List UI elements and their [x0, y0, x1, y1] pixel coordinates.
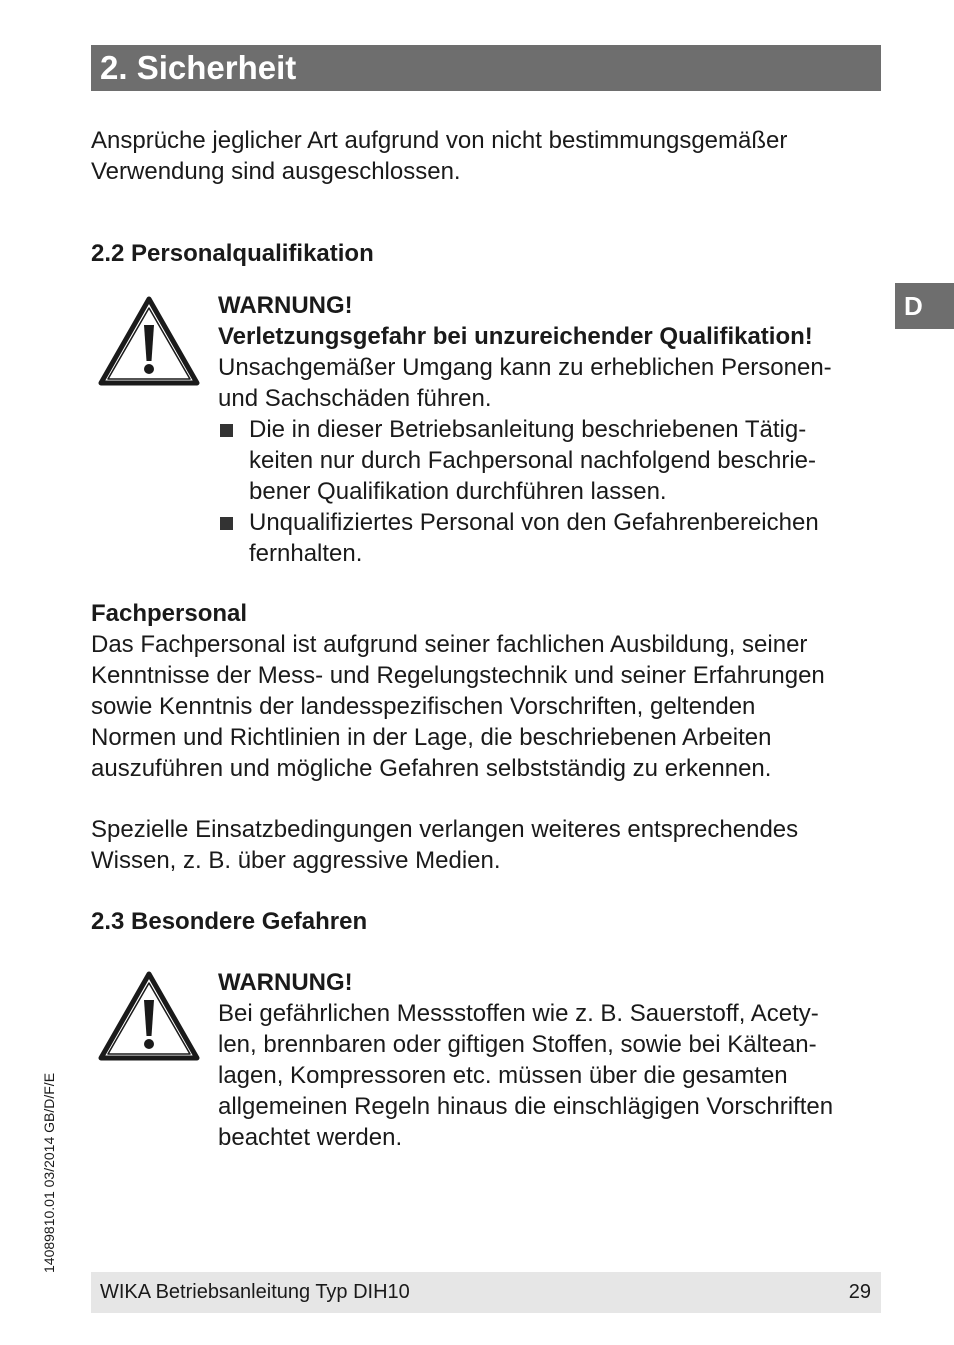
- warning-body-line: len, brennbaren oder giftigen Stoffen, sowie bei Kältean-: [218, 1031, 817, 1058]
- footer-title: WIKA Betriebsanleitung Typ DIH10: [100, 1281, 410, 1303]
- fachpersonal-line: Kenntnisse der Mess- und Regelungstechnik und seiner Erfahrungen: [91, 662, 825, 689]
- warning-block-hazards: [218, 967, 833, 1153]
- warning-body-line: Bei gefährlichen Messstoffen wie z. B. Sauerstoff, Acety-: [218, 1000, 819, 1027]
- page-number: 29: [848, 1281, 871, 1303]
- warning-title: WARNUNG!: [218, 292, 353, 319]
- intro-line: Ansprüche jeglicher Art aufgrund von nicht bestimmungsgemäßer: [91, 127, 788, 154]
- bullet-item: [218, 414, 832, 507]
- bullet-line: bener Qualifikation durchführen lassen.: [249, 478, 667, 505]
- fachpersonal-heading: Fachpersonal: [91, 600, 248, 627]
- bullet-item: [218, 507, 832, 569]
- warning-body-line: und Sachschäden führen.: [218, 385, 492, 412]
- section-heading-2-2: 2.2 Personalqualifikation: [91, 240, 374, 267]
- bullet-line: keiten nur durch Fachpersonal nachfolgend beschrie-: [249, 447, 817, 474]
- bullet-square-icon: [220, 517, 233, 530]
- intro-paragraph: [91, 125, 787, 187]
- bullet-text: Unqualifiziertes Personal von den Gefahrenbereichen: [249, 509, 819, 536]
- bullet-line: fernhalten.: [249, 540, 363, 567]
- page-footer: [91, 1272, 881, 1313]
- special-line: Spezielle Einsatzbedingungen verlangen weiteres entsprechendes: [91, 816, 799, 843]
- bullet-square-icon: [220, 424, 233, 437]
- section-heading-2-3: 2.3 Besondere Gefahren: [91, 908, 368, 935]
- warning-block-personal: [218, 290, 832, 569]
- fachpersonal-line: sowie Kenntnis der landesspezifischen Vorschriften, geltenden: [91, 693, 756, 720]
- bullet-text: Die in dieser Betriebsanleitung beschriebenen Tätig-: [249, 416, 807, 443]
- fachpersonal-section: [91, 598, 825, 784]
- document-code: 14089810.01 03/2014 GB/D/F/E: [41, 1072, 57, 1273]
- warning-subtitle: Verletzungsgefahr bei unzureichender Qualifikation!: [218, 323, 813, 350]
- warning-body-line: lagen, Kompressoren etc. müssen über die gesamten: [218, 1062, 788, 1089]
- warning-title: WARNUNG!: [218, 969, 353, 996]
- warning-triangle-icon: [97, 970, 201, 1062]
- special-conditions-paragraph: [91, 814, 798, 876]
- warning-triangle-icon: [97, 295, 201, 387]
- warning-body-line: beachtet werden.: [218, 1124, 403, 1151]
- fachpersonal-line: auszuführen und mögliche Gefahren selbstständig zu erkennen.: [91, 755, 772, 782]
- special-line: Wissen, z. B. über aggressive Medien.: [91, 847, 501, 874]
- fachpersonal-line: Normen und Richtlinien in der Lage, die beschriebenen Arbeiten: [91, 724, 772, 751]
- chapter-header-bar: [91, 45, 881, 91]
- intro-line: Verwendung sind ausgeschlossen.: [91, 158, 461, 185]
- chapter-title: 2. Sicherheit: [100, 49, 297, 86]
- warning-body-line: allgemeinen Regeln hinaus die einschlägigen Vorschriften: [218, 1093, 834, 1120]
- bullet-line: [218, 414, 832, 445]
- warning-body-line: Unsachgemäßer Umgang kann zu erheblichen Personen-: [218, 354, 832, 381]
- language-tab: D: [895, 283, 954, 329]
- fachpersonal-line: Das Fachpersonal ist aufgrund seiner fachlichen Ausbildung, seiner: [91, 631, 808, 658]
- bullet-line: [218, 507, 832, 538]
